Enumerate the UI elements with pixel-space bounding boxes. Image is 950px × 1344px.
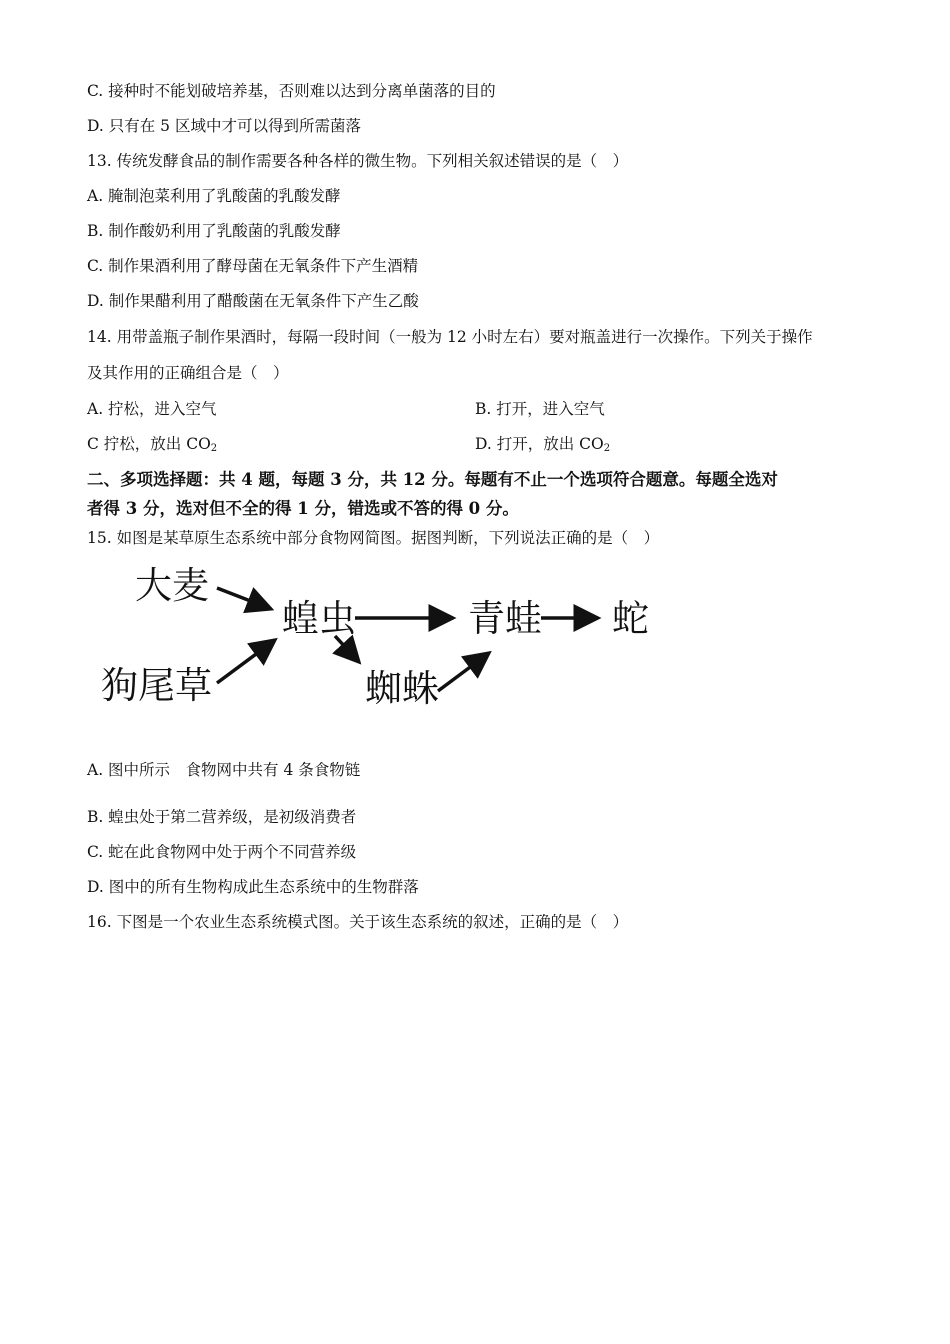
q15-stem: 15. 如图是某草原生态系统中部分食物网简图。据图判断，下列说法正确的是（ ）	[87, 529, 660, 547]
node-spider: 蜘蛛	[365, 667, 439, 710]
node-frog: 青蛙	[468, 597, 542, 640]
q13-option-c: C. 制作果酒利用了酵母菌在无氧条件下产生酒精	[87, 257, 419, 275]
node-locust: 蝗虫	[282, 597, 356, 640]
q13-option-d: D. 制作果醋利用了醋酸菌在无氧条件下产生乙酸	[87, 292, 419, 310]
q14-option-a: A. 拧松，进入空气	[87, 400, 217, 418]
q13-option-a: A. 腌制泡菜利用了乳酸菌的乳酸发酵	[87, 187, 341, 205]
q16-stem: 16. 下图是一个农业生态系统模式图。关于该生态系统的叙述，正确的是（ ）	[87, 913, 629, 931]
co2-subscript: 2	[210, 443, 218, 454]
co2-subscript: 2	[603, 443, 611, 454]
food-web-diagram	[95, 558, 665, 723]
section2-heading-line1: 二、多项选择题：共 4 题，每题 3 分，共 12 分。每题有不止一个选项符合题意。每题全选对	[87, 470, 778, 489]
q15-option-d: D. 图中的所有生物构成此生态系统中的生物群落	[87, 878, 419, 896]
arrow-foxtail-to-locust	[217, 640, 275, 683]
q14-option-b: B. 打开，进入空气	[475, 400, 605, 418]
node-snake: 蛇	[612, 597, 649, 640]
q12-option-c: C. 接种时不能划破培养基，否则难以达到分离单菌落的目的	[87, 82, 496, 100]
q13-stem: 13. 传统发酵食品的制作需要各种各样的微生物。下列相关叙述错误的是（ ）	[87, 152, 629, 170]
arrow-barley-to-locust	[217, 588, 271, 609]
q14-stem-line2: 及其作用的正确组合是（ ）	[87, 364, 289, 382]
q14-option-d: D. 打开，放出 $CO_2$	[475, 435, 611, 454]
q12-option-d: D. 只有在 5 区域中才可以得到所需菌落	[87, 117, 361, 135]
q15-option-b: B. 蝗虫处于第二营养级，是初级消费者	[87, 808, 357, 826]
q14-option-c: C 拧松，放出 $CO_2$	[87, 435, 218, 454]
section2-heading-line2: 者得 3 分，选对但不全的得 1 分，错选或不答的得 0 分。	[87, 499, 519, 518]
node-foxtail: 狗尾草	[101, 664, 212, 707]
q15-option-a: A. 图中所示 食物网中共有 4 条食物链	[87, 761, 361, 779]
q15-option-c: C. 蛇在此食物网中处于两个不同营养级	[87, 843, 357, 861]
node-barley: 大麦	[135, 564, 209, 607]
arrow-spider-to-frog	[438, 653, 489, 691]
q14-stem-line1: 14. 用带盖瓶子制作果酒时，每隔一段时间（一般为 12 小时左右）要对瓶盖进行一次操作。下列关于操作	[87, 328, 813, 346]
q13-option-b: B. 制作酸奶利用了乳酸菌的乳酸发酵	[87, 222, 341, 240]
